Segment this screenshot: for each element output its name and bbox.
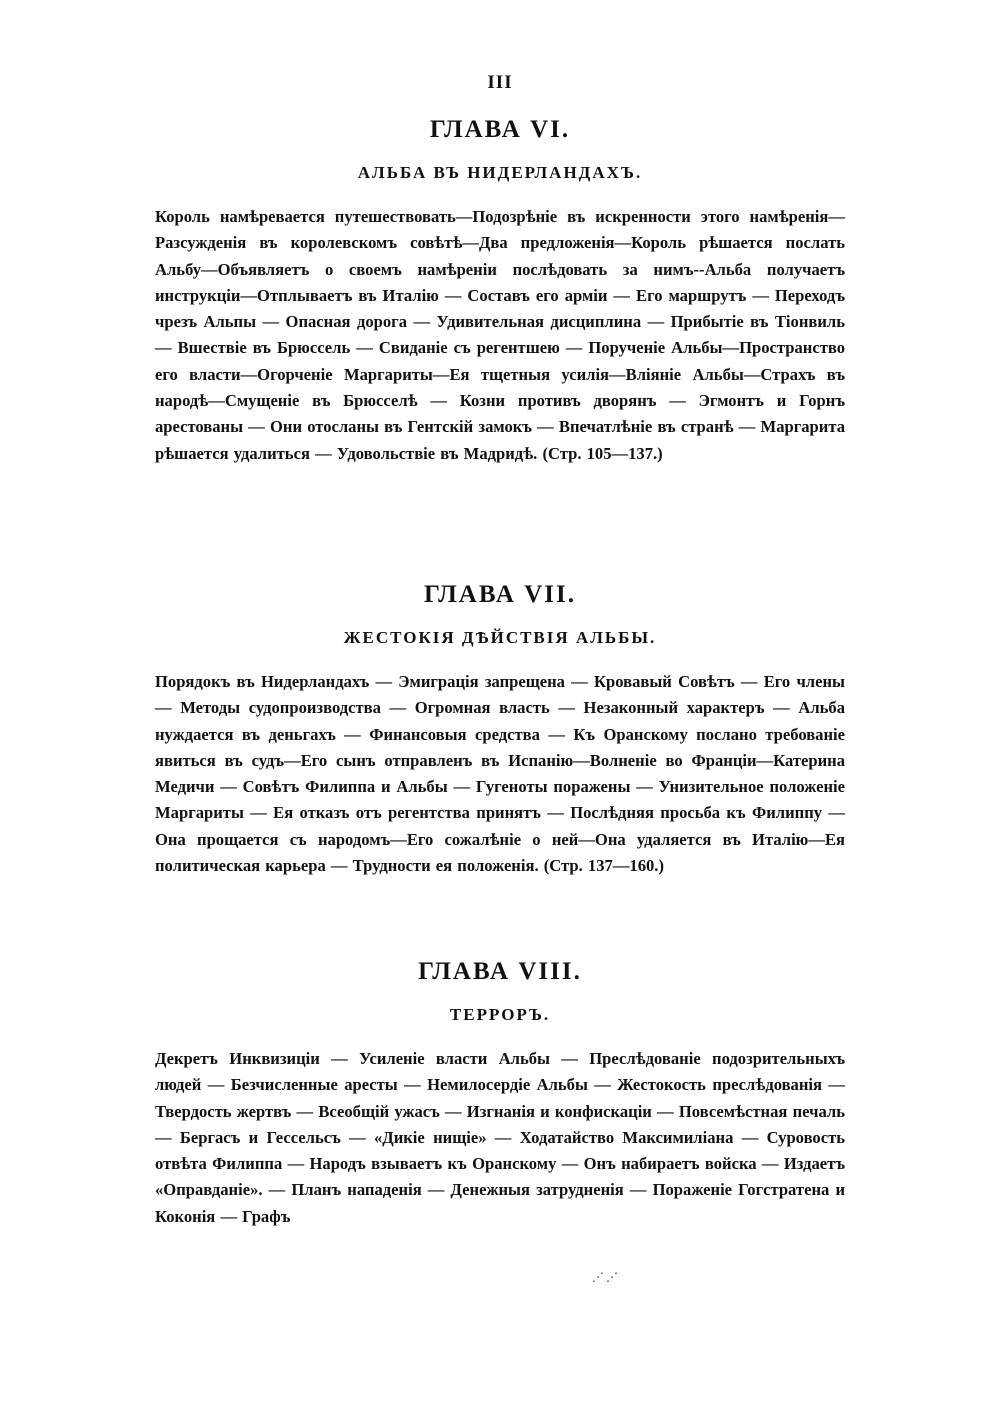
chapter-summary: Король намѣревается путешествовать—Подозрѣніе въ искренности этого намѣренія—Разсужденія въ королевскомъ совѣтѣ—Два предложенія—Король рѣшается послать Альбу—Объявляетъ о своемъ намѣреніи послѣдовать за нимъ--Альба получаетъ инструкціи—Отплываетъ въ Италію — Составъ его арміи — Его маршрутъ — Переходъ чрезъ Альпы — Опасная дорога — Удивительная дисциплина — Прибытіе въ Тіонвиль — Вшествіе въ Брюссель — Свиданіе съ регентшею — Порученіе Альбы—Пространство его власти—Огорченіе Маргариты—Ея тщетныя усилія—Вліяніе Альбы—Страхъ въ народѣ—Смущеніе въ Брюсселѣ — Козни противъ дворянъ — Эгмонтъ и Горнъ арестованы — Они отосланы въ Гентскій замокъ — Впечатлѣніе въ странѣ — Маргарита рѣшается удалиться — Удовольствіе въ Мадридѣ. (Стр. 105—137.) [155,207,845,463]
page-number: III [487,72,513,93]
chapter-7 [155,575,845,879]
chapter-8 [155,952,845,1230]
chapter-title: ГЛАВА VII. [424,581,576,608]
chapter-summary: Порядокъ въ Нидерландахъ — Эмиграція запрещена — Кровавый Совѣтъ — Его члены — Методы судопроизводства — Огромная власть — Незаконный характеръ — Альба нуждается въ деньгахъ — Финансовыя средства — Къ Оранскому послано требованіе явиться въ судъ—Его сынъ отправленъ въ Испанію—Волненіе во Франціи—Катерина Медичи — Совѣтъ Филиппа и Альбы — Гугеноты поражены — Унизительное положеніе Маргариты — Ея отказъ отъ регентства принятъ — Послѣдняя просьба къ Филиппу — Она прощается съ народомъ—Его сожалѣніе о ней—Она удаляется въ Италію—Ея политическая карьера — Трудности ея положенія. (Стр. 137—160.) [155,672,845,876]
chapter-title: ГЛАВА VI. [429,116,571,143]
chapter-subtitle: АЛЬБА ВЪ НИДЕРЛАНДАХЪ. [357,163,643,182]
chapter-subtitle: ЖЕСТОКІЯ ДѢЙСТВІЯ АЛЬБЫ. [343,628,657,647]
chapter-title: ГЛАВА VIII. [418,958,582,985]
chapter-summary: Декретъ Инквизиціи — Усиленіе власти Альбы — Преслѣдованіе подозрительныхъ людей — Безчисленные аресты — Немилосердіе Альбы — Жестокость преслѣдованія — Твердость жертвъ — Всеобщій ужасъ — Изгнанія и конфискаціи — Повсемѣстная печаль — Бергасъ и Гессельсъ — «Дикіе нищіе» — Ходатайство Максимиліана — Суровость отвѣта Филиппа — Народъ взываетъ къ Оранскому — Онъ набираетъ войска — Издаетъ «Оправданіе». — Планъ нападенія — Денежныя затрудненія — Пораженіе Гогстратена и Коконія — Графъ [155,1049,845,1226]
print-speck-ornament: ⋰⋰ [592,1270,620,1284]
chapter-6 [155,110,845,467]
chapter-subtitle: ТЕРРОРЪ. [449,1005,551,1024]
